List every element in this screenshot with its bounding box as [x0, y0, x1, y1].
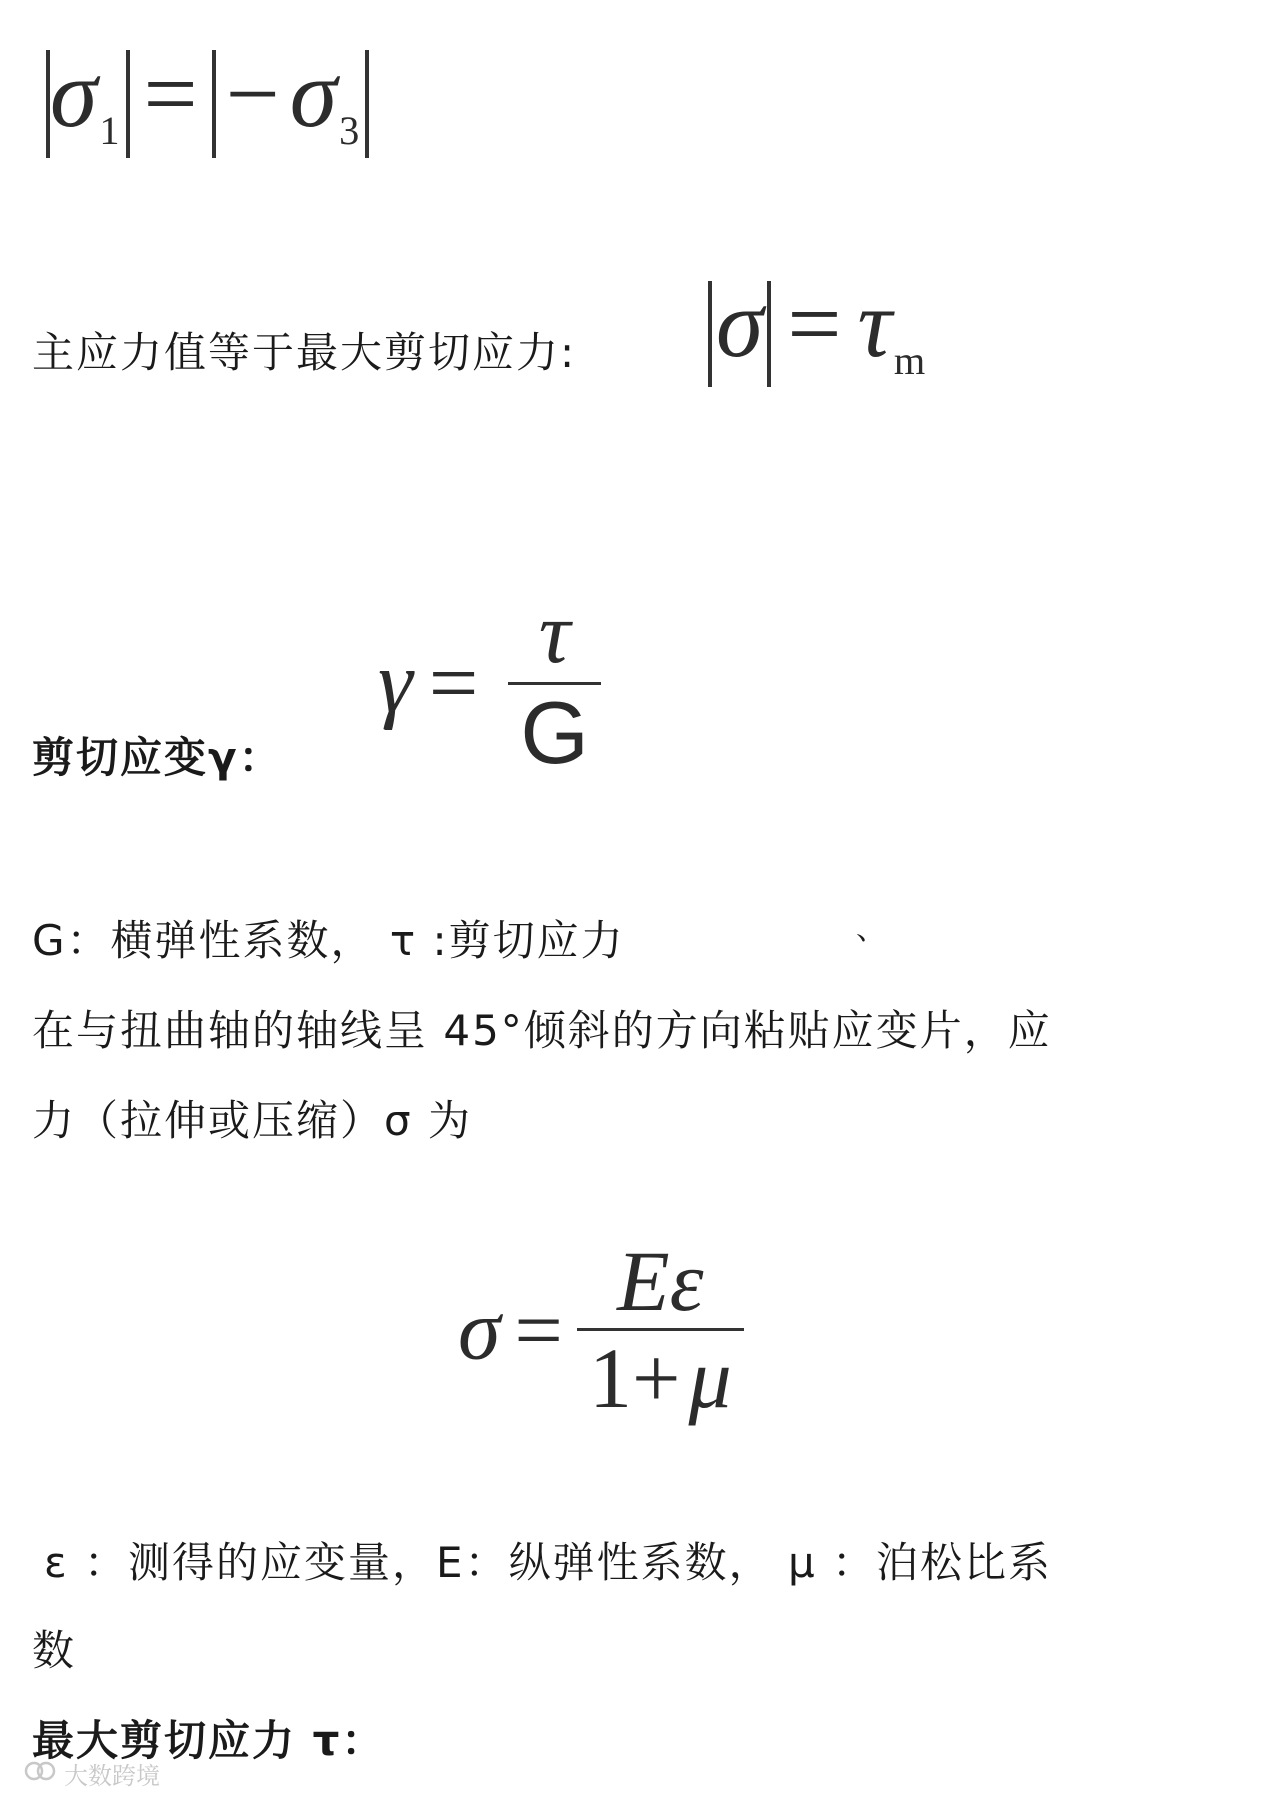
sigma-3-symbol: σ: [289, 40, 338, 147]
equation-shear-strain: [378, 585, 601, 782]
abs-bar: [212, 50, 216, 158]
tau-symbol: τ: [857, 270, 892, 377]
subscript-m: m: [893, 338, 926, 384]
abs-bar: [767, 281, 771, 387]
denominator-g: G: [508, 682, 600, 777]
watermark-text: 大数跨境: [64, 1762, 160, 1790]
numerator-e-epsilon: Eε: [617, 1233, 704, 1329]
equation-stress: [458, 1233, 744, 1426]
denominator-one-plus-mu: [577, 1328, 744, 1426]
definition-epsilon-e-mu-line-2: 数: [32, 1626, 77, 1675]
watermark: [24, 1756, 160, 1791]
gamma-symbol: γ: [378, 634, 413, 732]
sigma-symbol: σ: [458, 1281, 501, 1378]
watermark-logo-icon: [24, 1758, 58, 1790]
principal-stress-text: 主应力值等于最大剪切应力:: [32, 328, 577, 377]
shear-strain-label: 剪切应变γ：: [32, 733, 283, 782]
paragraph-45-degree-line-1: 在与扭曲轴的轴线呈 45°倾斜的方向粘贴应变片，应: [32, 1006, 1052, 1055]
abs-bar: [365, 50, 369, 158]
stray-dot-mark: 、: [856, 912, 888, 947]
equals-sign: =: [787, 270, 842, 377]
abs-bar: [126, 50, 130, 158]
numerator-tau: τ: [538, 585, 571, 682]
subscript-3: 3: [339, 108, 360, 154]
one-plus: 1+: [588, 1330, 681, 1426]
definition-epsilon-e-mu-line-1: ε ：测得的应变量，E：纵弹性系数， μ ：泊松比系: [44, 1538, 1053, 1587]
max-shear-stress-label: 最大剪切应力 τ：: [32, 1716, 386, 1765]
definition-g-tau: G：横弹性系数， τ :剪切应力: [32, 916, 625, 965]
sigma-symbol: σ: [716, 270, 764, 377]
mu-symbol: μ: [688, 1330, 732, 1426]
equation-sigma-equals-tau-m: [708, 264, 925, 403]
fraction-e-epsilon-over-one-plus-mu: [577, 1233, 744, 1426]
fraction-tau-over-g: [508, 585, 600, 782]
equals-sign: =: [514, 1281, 563, 1378]
abs-bar: [708, 281, 712, 387]
equals-sign: =: [143, 40, 198, 147]
subscript-1: 1: [99, 108, 120, 154]
equation-principal-stress-magnitude: [46, 34, 369, 173]
minus-sign: −: [225, 40, 280, 147]
paragraph-45-degree-line-2: 力（拉伸或压缩）σ 为: [32, 1096, 472, 1145]
sigma-1-symbol: σ: [50, 40, 98, 147]
equals-sign: =: [428, 634, 479, 732]
